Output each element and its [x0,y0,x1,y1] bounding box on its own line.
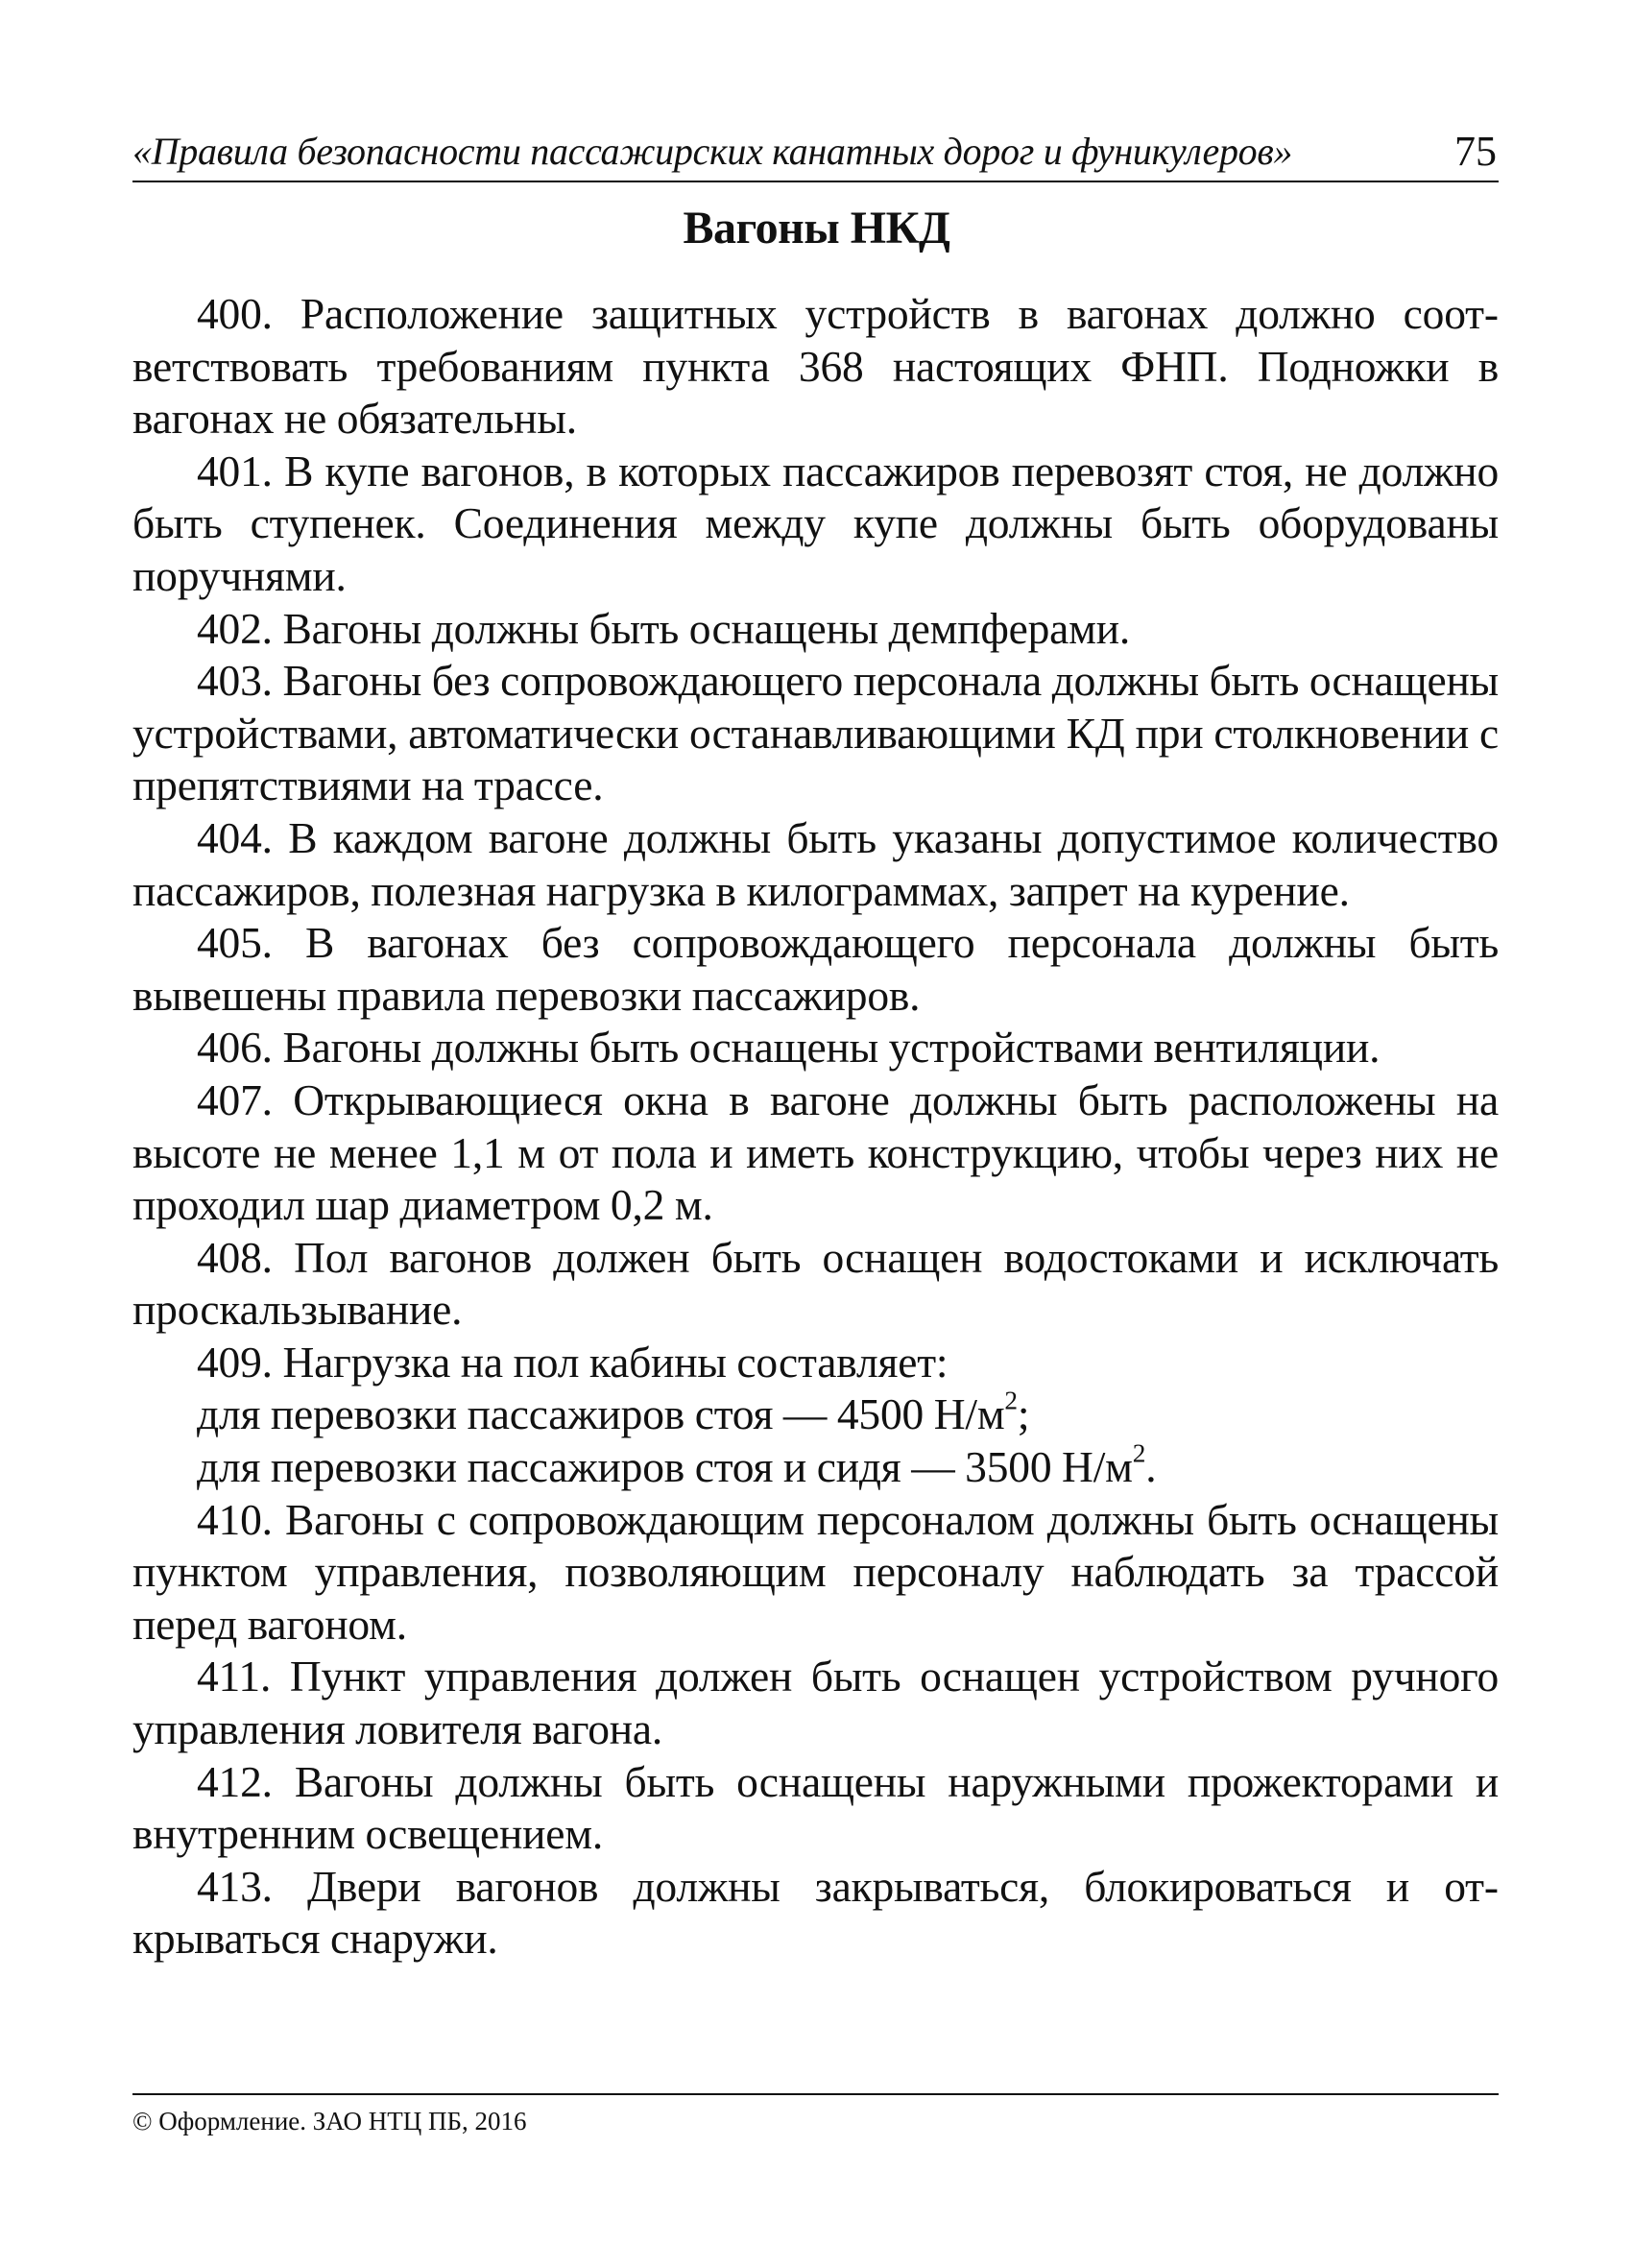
paragraph-400: 400. Расположение защитных устройств в вагонах должно соответствовать требованиям пункта 368 настоящих ФНП. Подножки в вагонах не обязательны. [132,289,1499,444]
load-standing-exponent: 2 [1004,1387,1018,1415]
paragraph-409-item-standing-sitting [132,1438,1499,1494]
section-heading: Вагоны НКД [683,203,950,253]
footer-divider [132,2093,1499,2095]
paragraph-409-item-standing [132,1388,1499,1441]
copyright-notice: © Оформление. ЗАО НТЦ ПБ, 2016 [132,2107,527,2135]
paragraph-407: 407. Открывающиеся окна в вагоне должны быть расположены на высоте не менее 1,1 м от пола и иметь конструкцию, чтобы через них не проходил шар диаметром 0,2 м. [132,1074,1499,1230]
paragraph-405: 405. В вагонах без сопровождающего персонала должны быть вывешены правила перевозки пассажиров. [132,918,1499,1020]
load-standing-sitting-text: для перевозки пассажиров стоя и сидя — 3500 Н/м [197,1442,1133,1492]
paragraph-412: 412. Вагоны должны быть оснащены наружными прожекторами и внутренним освещением. [132,1756,1499,1859]
paragraph-402: 402. Вагоны должны быть оснащены демпферами. [197,603,1131,653]
running-header [132,123,1499,182]
load-standing-text: для перевозки пассажиров стоя — 4500 Н/м [197,1389,1005,1439]
running-title: «Правила безопасности пассажирских канатных дорог и фуникулеров» [132,130,1293,173]
load-standing-sitting-end: . [1145,1442,1157,1492]
paragraph-409: 409. Нагрузка на пол кабины составляет: [197,1337,949,1387]
paragraph-404: 404. В каждом вагоне должны быть указаны допустимое количество пассажиров, полезная нагрузка в килограммах, запрет на курение. [132,812,1499,915]
paragraph-410: 410. Вагоны с сопровождающим персоналом должны быть оснащены пунктом управления, позволяющим персоналу наблюдать за трассой перед вагоном. [132,1494,1499,1649]
paragraph-406: 406. Вагоны должны быть оснащены устройствами вентиляции. [197,1023,1381,1073]
paragraph-408: 408. Пол вагонов должен быть оснащен водостоками и исключать проскальзывание. [132,1232,1499,1335]
paragraph-411: 411. Пункт управления должен быть оснащен устройством ручного управления ловителя вагона. [132,1652,1499,1754]
body-text [132,288,1499,1966]
paragraph-413: 413. Двери вагонов должны закрываться, блокироваться и открываться снаружи. [132,1861,1499,1964]
load-standing-sitting-exponent: 2 [1132,1438,1146,1468]
paragraph-403: 403. Вагоны без сопровождающего персонала должны быть оснащены устройствами, автоматически останавливающими КД при столкновении с препятствиями на трассе. [132,656,1499,810]
load-standing-end: ; [1017,1389,1030,1439]
page-number: 75 [1454,128,1497,175]
paragraph-401: 401. В купе вагонов, в которых пассажиров перевозят стоя, не должно быть ступенек. Соединения между купе должны быть оборудованы поручнями. [132,446,1499,600]
